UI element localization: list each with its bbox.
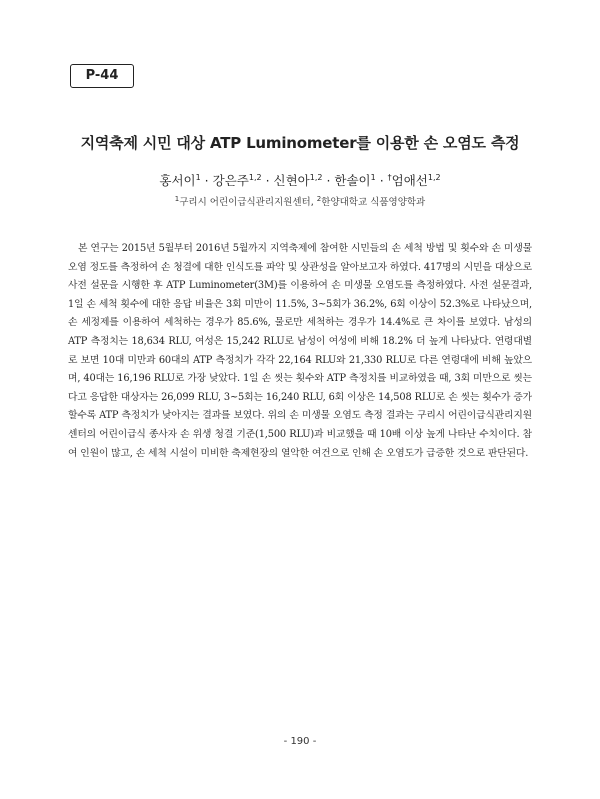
presentation-code-badge: P-44 [70, 64, 134, 88]
affiliation-sup: 2 [316, 195, 322, 203]
author-affiliation-sup: 1,2 [309, 173, 323, 182]
affiliation-sup: 1 [174, 195, 180, 203]
author-affiliation-sup: 1 [195, 173, 201, 182]
affiliation-name: 구리시 어린이급식관리지원센터, [179, 197, 314, 208]
author-affiliation-sup: 1 [370, 173, 376, 182]
author-separator: · [200, 173, 213, 188]
author-name: 엄애선 [391, 173, 428, 188]
author-name: 한솔이 [334, 173, 371, 188]
author-name: 홍서이 [159, 173, 196, 188]
affiliation-line [0, 194, 600, 208]
paper-title: 지역축제 시민 대상 ATP Luminometer를 이용한 손 오염도 측정 [80, 134, 520, 152]
author-separator: · [322, 173, 335, 188]
author-affiliation-sup: 1,2 [427, 173, 441, 182]
author-separator: · [375, 173, 388, 188]
affiliation-name: 한양대학교 식품영양학과 [321, 197, 426, 208]
author-name: 신현아 [273, 173, 310, 188]
page-number: - 190 - [283, 736, 317, 747]
author-separator: · [261, 173, 274, 188]
author-name: 강은주 [212, 173, 249, 188]
abstract-paragraph: 본 연구는 2015년 5월부터 2016년 5월까지 지역축제에 참여한 시민들의 손 세척 방법 및 횟수와 손 미생물 오염 정도를 측정하여 손 청결에 대한 인식도를 파악 및 상관성을 알아보고자 하였다. 417명의 시민을 대상으로 사전 설문을 시행한 후 ATP Luminometer(3M)를 이용하여 손 미생물 오염도를 측정하였다. 사전 설문결과, 1일 손 세척 횟수에 대한 응답 비율은 3회 미만이 11.5%, 3~5회가 36.2%, 6회 이상이 52.3%로 나타났으며, 손 세정제를 이용하여 세척하는 경우가 85.6%, 물로만 세척하는 경우가 14.4%로 큰 차이를 보였다. 남성의 ATP 측정치는 18,634 RLU, 여성은 15,242 RLU로 남성이 여성에 비해 18.2% 더 높게 나타났다. 연령대별로 보면 10대 미만과 60대의 ATP 측정치가 각각 22,164 RLU와 21,330 RLU로 다른 연령대에 비해 높았으며, 40대는 16,196 RLU로 가장 낮았다. 1일 손 씻는 횟수와 ATP 측정치를 비교하였을 때, 3회 미만으로 씻는다고 응답한 대상자는 26,099 RLU, 3~5회는 16,240 RLU, 6회 이상은 14,508 RLU로 손 씻는 횟수가 증가할수록 ATP 측정치가 낮아지는 결과를 보였다. 위의 손 미생물 오염도 측정 결과는 구리시 어린이급식관리지원센터의 어린이급식 종사자 손 위생 청결 기준(1,500 RLU)과 비교했을 때 10배 이상 높게 나타난 수치이다. 참여 인원이 많고, 손 세척 시설이 미비한 축제현장의 열악한 여건으로 인해 손 오염도가 급증한 것으로 판단된다. [68, 243, 532, 459]
author-affiliation-sup: 1,2 [248, 173, 262, 182]
corresponding-author-mark: † [387, 173, 392, 182]
author-list [0, 171, 600, 189]
